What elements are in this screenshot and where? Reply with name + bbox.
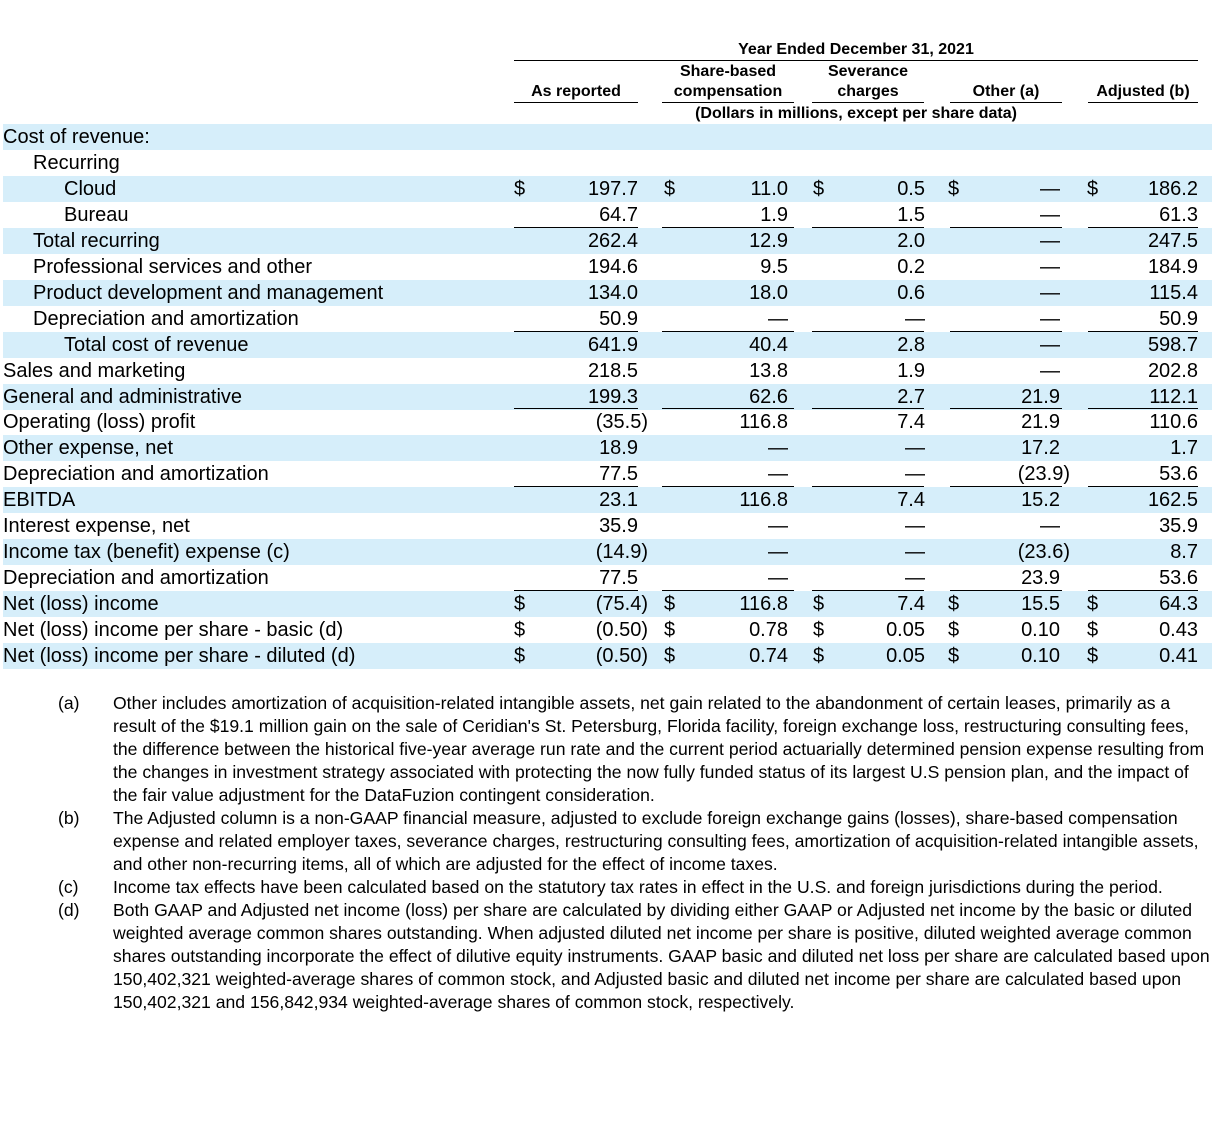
row-label: Depreciation and amortization — [3, 567, 269, 590]
cell-severance: — — [905, 567, 925, 590]
cell-share-based: 9.5 — [760, 255, 788, 278]
cell-share-based: — — [768, 541, 788, 564]
cell-share-based: — — [768, 437, 788, 460]
cell-severance: 0.05 — [886, 645, 925, 667]
dollar-sign: $ — [664, 177, 676, 200]
cell-adjusted: 1.7 — [1170, 437, 1198, 460]
cell-severance: — — [905, 463, 925, 486]
cell-share-based: — — [768, 463, 788, 486]
cell-severance: — — [905, 515, 925, 538]
cell-adjusted: 112.1 — [1149, 385, 1198, 408]
dollar-sign: $ — [1087, 177, 1099, 200]
table-row — [3, 461, 1212, 487]
cell-other: 17.2 — [1021, 437, 1060, 460]
cell-share-based: 11.0 — [750, 177, 788, 200]
col-underline-as-reported — [514, 102, 638, 103]
cell-other: — — [1040, 255, 1060, 278]
table-row — [3, 280, 1212, 306]
dollar-sign: $ — [664, 593, 676, 616]
cell-severance: 0.5 — [897, 177, 925, 200]
col-underline-severance — [812, 102, 924, 103]
cell-adjusted: 162.5 — [1147, 489, 1198, 512]
cell-other: (23.9) — [1017, 463, 1070, 486]
row-label: Depreciation and amortization — [3, 463, 269, 486]
row-label: Interest expense, net — [3, 515, 190, 538]
footnote-text: Other includes amortization of acquisition-related intangible assets, net gain related to the abandonment of certain leases, primarily as a result of the $19.1 million gain on the sale of Ceridian's St. Petersburg, Florida facility, foreign exchange loss, restructuring consulting fees, the difference between the historical five-year average run rate and the current period actuarially determined pension expense resulting from the changes in investment strategy associated with protecting the now fully funded status of its largest U.S pension plan, and the impact of the fair value adjustment for the DataFuzion contingent consideration. — [113, 693, 1205, 805]
cell-other: 15.5 — [1021, 593, 1060, 616]
cell-other: — — [1040, 177, 1060, 200]
footnote-text: Income tax effects have been calculated based on the statutory tax rates in effect in the U.S. and foreign jurisdictions during the period. — [113, 877, 1163, 897]
table-row — [3, 150, 1212, 176]
row-label: Product development and management — [33, 281, 384, 304]
cell-share-based: 0.74 — [749, 645, 788, 667]
col-header-other: Other (a) — [972, 83, 1040, 100]
col-underline-share-based — [662, 102, 794, 103]
table-row — [3, 306, 1212, 332]
cell-severance: 2.8 — [897, 333, 925, 356]
cell-severance: 2.0 — [897, 229, 925, 252]
cell-as-reported: (0.50) — [595, 619, 648, 642]
cell-as-reported: 77.5 — [599, 567, 638, 590]
dollar-sign: $ — [813, 177, 825, 200]
row-label: Operating (loss) profit — [3, 411, 196, 434]
cell-as-reported: 641.9 — [587, 333, 638, 356]
dollar-sign: $ — [948, 593, 960, 616]
cell-other: 23.9 — [1021, 567, 1060, 590]
dollar-sign: $ — [813, 619, 825, 642]
dollar-sign: $ — [1087, 619, 1099, 642]
footnote-text: Both GAAP and Adjusted net income (loss) per share are calculated by dividing either GAAP or Adjusted net income by the basic or diluted weighted average common shares outstanding. When adjusted diluted net income per share is positive, diluted weighted average common shares outstanding incorporate the effect of dilutive equity instruments. GAAP basic and diluted net loss per share are calculated based upon 150,402,321 weighted-average shares of common stock, and Adjusted basic and diluted net income per share are calculated based upon 150,402,321 and 156,842,934 weighted-average shares of common stock, respectively. — [113, 900, 1210, 1012]
row-label: Bureau — [64, 203, 129, 226]
row-label: Other expense, net — [3, 437, 174, 460]
row-label: Total recurring — [33, 229, 160, 252]
cell-adjusted: 50.9 — [1159, 307, 1198, 330]
cell-severance: 0.2 — [897, 255, 925, 278]
row-label: Cloud — [64, 177, 117, 200]
period-underline — [514, 60, 1198, 61]
cell-other: (23.6) — [1017, 541, 1070, 564]
row-label: Depreciation and amortization — [33, 307, 299, 330]
cell-adjusted: 247.5 — [1147, 229, 1198, 252]
dollar-sign: $ — [813, 645, 825, 667]
cell-share-based: 116.8 — [739, 593, 788, 616]
cell-adjusted: 0.41 — [1159, 645, 1198, 667]
table-row — [3, 617, 1212, 643]
cell-adjusted: 53.6 — [1159, 567, 1198, 590]
dollar-sign: $ — [948, 619, 960, 642]
row-label: EBITDA — [3, 489, 76, 512]
cell-severance: 0.05 — [886, 619, 925, 642]
cell-other: — — [1040, 229, 1060, 252]
row-label: Income tax (benefit) expense (c) — [3, 541, 290, 564]
row-label: Net (loss) income — [3, 593, 159, 616]
table-row — [3, 565, 1212, 591]
table-row — [3, 124, 1212, 150]
cell-severance: — — [905, 437, 925, 460]
dollar-sign: $ — [514, 619, 526, 642]
cell-adjusted: 598.7 — [1147, 333, 1198, 356]
col-header-share-based-line2: compensation — [673, 83, 783, 100]
col-header-severance-line2: charges — [837, 83, 899, 100]
table-row — [3, 176, 1212, 202]
cell-as-reported: (0.50) — [595, 645, 648, 667]
cell-other: — — [1040, 359, 1060, 382]
cell-as-reported: 197.7 — [587, 177, 638, 200]
table-row — [3, 358, 1212, 384]
cell-adjusted: 53.6 — [1159, 463, 1198, 486]
dollar-sign: $ — [514, 593, 526, 616]
cell-share-based: 13.8 — [749, 359, 788, 382]
row-label: Total cost of revenue — [64, 333, 249, 356]
cell-as-reported: 50.9 — [599, 307, 638, 330]
cell-share-based: 0.78 — [749, 619, 788, 642]
cell-other: — — [1040, 307, 1060, 330]
cell-other: 0.10 — [1021, 619, 1060, 642]
cell-share-based: 116.8 — [739, 411, 788, 434]
footnote — [58, 899, 1213, 1014]
cell-other: 15.2 — [1021, 489, 1060, 512]
cell-adjusted: 0.43 — [1159, 619, 1198, 642]
cell-share-based: — — [768, 567, 788, 590]
dollar-sign: $ — [1087, 645, 1099, 667]
cell-other: — — [1040, 333, 1060, 356]
cell-other: 0.10 — [1021, 645, 1060, 667]
cell-adjusted: 61.3 — [1159, 203, 1198, 226]
table-row — [3, 254, 1212, 280]
row-label: Net (loss) income per share - basic (d) — [3, 619, 344, 642]
col-header-as-reported: As reported — [531, 83, 621, 100]
cell-as-reported: 199.3 — [587, 385, 638, 408]
dollar-sign: $ — [948, 645, 960, 667]
cell-severance: — — [905, 307, 925, 330]
cell-other: — — [1040, 281, 1060, 304]
row-label: Sales and marketing — [3, 359, 186, 382]
table-row — [3, 435, 1212, 461]
row-label: Net (loss) income per share - diluted (d) — [3, 645, 356, 667]
cell-as-reported: (14.9) — [595, 541, 648, 564]
cell-severance: 0.6 — [897, 281, 925, 304]
cell-as-reported: 218.5 — [587, 359, 638, 382]
cell-adjusted: 64.3 — [1159, 593, 1198, 616]
table-row — [3, 591, 1212, 617]
units-caption: (Dollars in millions, except per share data) — [695, 105, 1017, 122]
footnote — [58, 876, 1213, 899]
footnote — [58, 692, 1213, 807]
table-row — [3, 643, 1212, 669]
table-row — [3, 409, 1212, 435]
cell-other: — — [1040, 203, 1060, 226]
dollar-sign: $ — [1087, 593, 1099, 616]
footnote-key: (c) — [58, 877, 79, 897]
cell-other: 21.9 — [1021, 385, 1060, 408]
dollar-sign: $ — [948, 177, 960, 200]
row-label: Professional services and other — [33, 255, 313, 278]
cell-as-reported: (75.4) — [595, 593, 648, 616]
cell-severance: 7.4 — [897, 411, 925, 434]
cell-as-reported: (35.5) — [595, 411, 648, 434]
cell-adjusted: 186.2 — [1147, 177, 1198, 200]
row-label: Cost of revenue: — [3, 126, 150, 148]
table-row — [3, 228, 1212, 254]
col-header-share-based-line1: Share-based — [679, 63, 777, 80]
cell-as-reported: 35.9 — [599, 515, 638, 538]
table-row — [3, 332, 1212, 358]
table-row — [3, 539, 1212, 565]
footnote-text: The Adjusted column is a non-GAAP financial measure, adjusted to exclude foreign exchange gains (losses), share-based compensation expense and related employer taxes, severance charges, restructuring consulting fees, amortization of acquisition-related intangible assets, and other non-recurring items, all of which are adjusted for the effect of income taxes. — [113, 808, 1199, 874]
cell-share-based: 62.6 — [749, 385, 788, 408]
footnote-key: (b) — [58, 808, 80, 828]
cell-adjusted: 202.8 — [1147, 359, 1198, 382]
col-underline-other — [950, 102, 1062, 103]
footnote-key: (d) — [58, 900, 80, 920]
dollar-sign: $ — [514, 645, 526, 667]
table-row — [3, 202, 1212, 228]
cell-severance: 1.5 — [897, 203, 925, 226]
col-header-adjusted: Adjusted (b) — [1096, 83, 1190, 100]
cell-share-based: — — [768, 307, 788, 330]
table-row — [3, 487, 1212, 513]
row-label: General and administrative — [3, 385, 243, 408]
cell-as-reported: 23.1 — [599, 489, 638, 512]
cell-adjusted: 35.9 — [1159, 515, 1198, 538]
cell-severance: 1.9 — [897, 359, 925, 382]
cell-other: 21.9 — [1021, 411, 1060, 434]
col-header-severance-line1: Severance — [827, 63, 909, 80]
cell-as-reported: 194.6 — [587, 255, 638, 278]
dollar-sign: $ — [664, 619, 676, 642]
cell-severance: — — [905, 541, 925, 564]
cell-as-reported: 18.9 — [599, 437, 638, 460]
cell-as-reported: 64.7 — [599, 203, 638, 226]
cell-as-reported: 134.0 — [587, 281, 638, 304]
cell-other: — — [1040, 515, 1060, 538]
row-label: Recurring — [33, 151, 120, 174]
cell-severance: 2.7 — [897, 385, 925, 408]
table-row — [3, 513, 1212, 539]
cell-share-based: — — [768, 515, 788, 538]
table-row — [3, 384, 1212, 410]
dollar-sign: $ — [514, 177, 526, 200]
period-header: Year Ended December 31, 2021 — [738, 41, 974, 58]
cell-adjusted: 115.4 — [1149, 281, 1198, 304]
cell-as-reported: 77.5 — [599, 463, 638, 486]
cell-share-based: 40.4 — [749, 333, 788, 356]
cell-share-based: 1.9 — [760, 203, 788, 226]
footnote — [58, 807, 1213, 876]
footnotes — [58, 692, 1213, 1014]
cell-share-based: 18.0 — [749, 281, 788, 304]
cell-share-based: 116.8 — [739, 489, 788, 512]
dollar-sign: $ — [813, 593, 825, 616]
dollar-sign: $ — [664, 645, 676, 667]
cell-severance: 7.4 — [897, 593, 925, 616]
cell-adjusted: 110.6 — [1149, 411, 1198, 434]
footnote-key: (a) — [58, 693, 80, 713]
cell-severance: 7.4 — [897, 489, 925, 512]
col-underline-adjusted — [1088, 102, 1198, 103]
cell-share-based: 12.9 — [749, 229, 788, 252]
cell-as-reported: 262.4 — [587, 229, 638, 252]
cell-adjusted: 184.9 — [1147, 255, 1198, 278]
cell-adjusted: 8.7 — [1170, 541, 1198, 564]
